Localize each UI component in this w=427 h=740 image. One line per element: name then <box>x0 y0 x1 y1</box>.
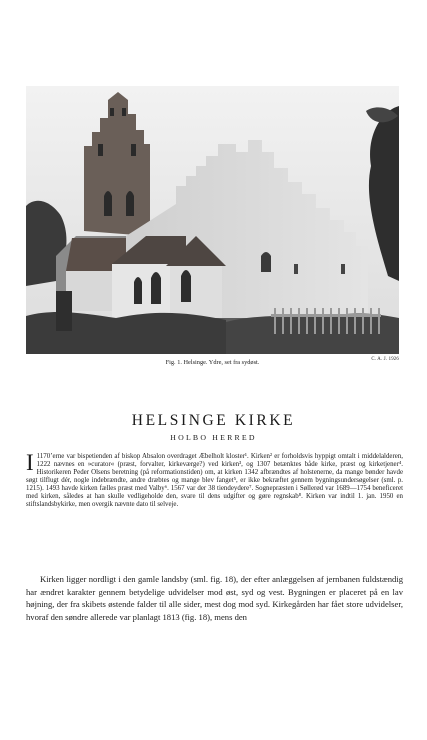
intro-paragraph <box>26 450 403 509</box>
photo-credit: C. A. J. 1926 <box>371 357 399 362</box>
church-photograph <box>26 86 399 354</box>
body-paragraph: Kirken ligger nordligt i den gamle landsby (sml. fig. 18), der efter anlæggelsen af jernbanen fuldstændig har ændret karakter gennem betydelige udvidelser mod øst, syd og vest. Bygningen er placeret på en lav højning, der fra skibets østende falder til alle sider, mest dog mod syd. Kirkegården har fået store udvidelser, hvoraf den søndre allerede var planlagt 1813 (fig. 18), mens den <box>26 574 403 622</box>
figure-caption: Fig. 1. Helsinge. Ydre, set fra sydøst. <box>165 359 260 366</box>
church-photograph-image <box>26 86 399 354</box>
page-title: HELSINGE KIRKE <box>131 412 296 429</box>
drop-cap: I <box>26 450 34 475</box>
page-subtitle: HOLBO HERRED <box>170 433 257 442</box>
intro-text: 1170’erne var bispetienden af biskop Absalon overdraget Æbelholt kloster¹. Kirken² er forholdsvis hyppigt omtalt i middelalderen, 1222 nævnes en »curator« (præst, forvalter, kirkeværge?) ved kirken³, og 1307 betænktes både kirke, præst og kirketjener⁴. Historikeren Peder Olsens beretning (på reformationstiden) om, at kirken 1342 afbrændtes af holstenerne, da mange bønder havde søgt tilflugt dér, nogle indebrændte, andre dræbtes og mange blev fanget⁵, er ikke bekræftet gennem bygningsundersøgelser (sml. p. 1215). 1493 havde kirken fælles præst med Valby⁶. 1567 var der 38 tiendeydere⁷. Sognepræsten i Søllerød var 1689—1754 beneficeret med kirken, således at han skulle vedligeholde den, svare til dens udgifter og gøre regnskab⁸. Kirken var indtil 1. jan. 1950 en stiftslandsbykirke, men overgik nævnte dato til selveje. <box>26 453 403 509</box>
